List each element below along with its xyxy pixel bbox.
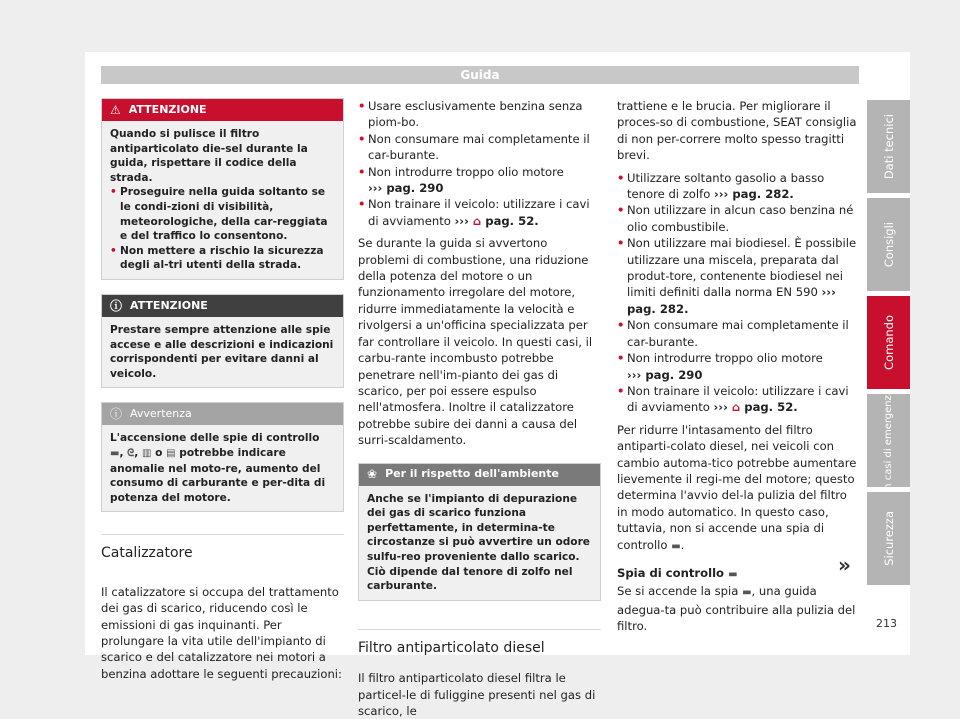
section-title-filtro: Filtro antiparticolato diesel (358, 629, 601, 656)
page-ref-link[interactable]: ››› ⌂ pag. 52. (454, 213, 539, 228)
page-ref-link[interactable]: ››› pag. 290 (368, 181, 444, 196)
info-circle-icon: ⓘ (110, 298, 123, 313)
engine-warning-icon: ▬ (671, 540, 681, 552)
leaf-icon: ❀ (367, 467, 378, 482)
page-ref-link[interactable]: ››› pag. 282. (627, 285, 836, 316)
environment-box-header: ❀ Per il rispetto dell'ambiente (359, 464, 600, 486)
paragraph: Il filtro antiparticolato diesel filtra le particel-le di fuliggine presenti nel gas di scarico, le (358, 671, 596, 718)
paragraph: Il catalizzatore si occupa del trattamento dei gas di scarico, riducendo così le emissioni di gas inquinanti. Per prolungare la vita utile dell'impianto di scarico e del catalizzatore nei motori a benzina adottare le seguenti precauzioni: (101, 584, 342, 681)
warning-box-2: ⓘ ATTENZIONE Prestare sempre attenzione alle spie accese e alle descrizioni e indicazioni corrispondenti per evitare danni al veicolo. (101, 294, 344, 388)
page-ref-link[interactable]: ››› pag. 290 (627, 367, 703, 382)
environment-box: ❀ Per il rispetto dell'ambiente Anche se l'impianto di depurazione dei gas di scarico funziona perfettamente, in determina-te circostanze si può avvertire un odore sulfu-reo proveniente dallo scarico. Ciò dipende dal tenore di zolfo nel carburante. (358, 463, 601, 601)
warning-triangle-icon: ⚠ (110, 102, 121, 117)
page-ref-link[interactable]: ››› pag. 282. (713, 187, 794, 202)
warning-box-1: ⚠ ATTENZIONE Quando si pulisce il filtro antiparticolato die-sel durante la guida, rispettare il codice della strada. • Proseguire nella guida soltanto se le condi-zioni di visibilità, meteorologiche, della car-reggiata e del traffico lo consentono. • Non mettere a rischio la sicurezza degli al-tri utenti della strada. (101, 98, 344, 280)
page-number: 213 (876, 617, 897, 630)
particulate-filter-icon: ▤ (166, 447, 176, 459)
tab-comando[interactable]: Comando (867, 296, 910, 389)
exhaust-filter-icon: ▥ (141, 447, 152, 459)
engine-warning-icon: ▬ (742, 587, 752, 599)
tab-dati-tecnici[interactable]: Dati tecnici (867, 100, 910, 193)
continue-arrow: » (838, 553, 851, 577)
column-middle: • Usare esclusivamente benzina senza piom-bo. • Non consumare mai completamente il car-burante. • Non introdurre troppo olio motore ››› pag. 290 • Non trainare il veicolo: utilizzare i cavi di avviamento ››› ⌂ pag. 52. Se durante la guida si avvertono problemi di combustione, una riduzione della potenza del motore o un funzionamento irregolare del motore, ridurre immediatamente la velocità e rivolgersi a un'officina specializzata per far controllare il veicolo. In questi casi, il carbu-rante incombusto potrebbe penetrare nell'im-pianto dei gas di scarico, per poi essere espulso nell'atmosfera. Inoltre il catalizzatore potrebbe subire dei danni a causa del surri-scaldamento. ❀ Per il rispetto dell'ambiente Anche se l'impianto di depurazione dei gas di scarico funziona perfettamente, in determina-te circostanze si può avvertire un odore sulfu-reo proveniente dallo scarico. Ciò dipende dal tenore di zolfo nel carburante. Filtro antiparticolato diesel Il filtro antiparticolato diesel filtra le particel-le di fuliggine presenti nel gas di scarico, le (358, 98, 601, 719)
warning-box-header: ⚠ ATTENZIONE (102, 99, 343, 121)
engine-warning-icon: ▬ (728, 568, 738, 580)
column-left (101, 98, 344, 682)
jump-start-icon: ⌂ (472, 213, 482, 228)
paragraph: Se durante la guida si avvertono problemi di combustione, una riduzione della potenza del motore o un funzionamento irregolare del motore, ridurre immediatamente la velocità e rivolgersi a un'officina specializzata per far controllare il veicolo. In questi casi, il carbu-rante incombusto potrebbe penetrare nell'im-pianto dei gas di scarico, per poi essere espulso nell'atmosfera. Inoltre il catalizzatore potrebbe subire dei danni a causa del surri-scaldamento. (358, 236, 593, 448)
notice-box-header: ⓘ ATTENZIONE (102, 295, 343, 317)
jump-start-icon: ⌂ (731, 400, 741, 415)
note-box-header: ⓘ Avvertenza (102, 403, 343, 425)
glow-plug-icon: ᘓ (127, 447, 135, 459)
page-ref-link[interactable]: ››› ⌂ pag. 52. (713, 400, 798, 415)
page-header: Guida (101, 66, 859, 84)
tab-in-casi-di-emergenza[interactable]: In casi di emergenza (867, 394, 910, 487)
section-title-catalizzatore: Catalizzatore (101, 534, 344, 561)
note-icon: ⓘ (110, 407, 123, 422)
tab-consigli[interactable]: Consigli (867, 198, 910, 291)
note-box: ⓘ Avvertenza L'accensione delle spie di controllo ▬, ᘓ, ▥ o ▤ potrebbe indicare anomalie nel moto-re, aumento del consumo di carburante e per-dita di potenza del motore. (101, 402, 344, 512)
subsection-title: Spia di controllo (617, 565, 725, 580)
tab-sicurezza[interactable]: Sicurezza (867, 492, 910, 585)
engine-warning-icon: ▬ (110, 447, 120, 459)
column-right: trattiene e le brucia. Per migliorare il proces-so di combustione, SEAT consiglia di non per-correre molto spesso tragitti brevi. • Utilizzare soltanto gasolio a basso tenore di zolfo ››› pag. 282. • Non utilizzare in alcun caso benzina né olio combustibile. • Non utilizzare mai biodiesel. È possibile utilizzare una miscela, preparata dal produt-tore, contenente biodiesel nei limiti definiti dalla norma EN 590 ››› pag. 282. • Non consumare mai completamente il car-burante. • Non introdurre troppo olio motore ››› pag. 290 • Non trainare il veicolo: utilizzare i cavi di avviamento ››› ⌂ pag. 52. Per ridurre l'intasamento del filtro antiparti-colato diesel, nei veicoli con cambio automa-tico potrebbe aumentare lievemente il regi-me del motore; questo determina l'avvio del-la pulizia del filtro in modo automatico. In questo caso, tuttavia, non si accende una spia di controllo ▬. Spia di controllo ▬ Se si accende la spia ▬, una guida adegua-ta può contribuire alla pulizia del filtro. (617, 98, 860, 635)
